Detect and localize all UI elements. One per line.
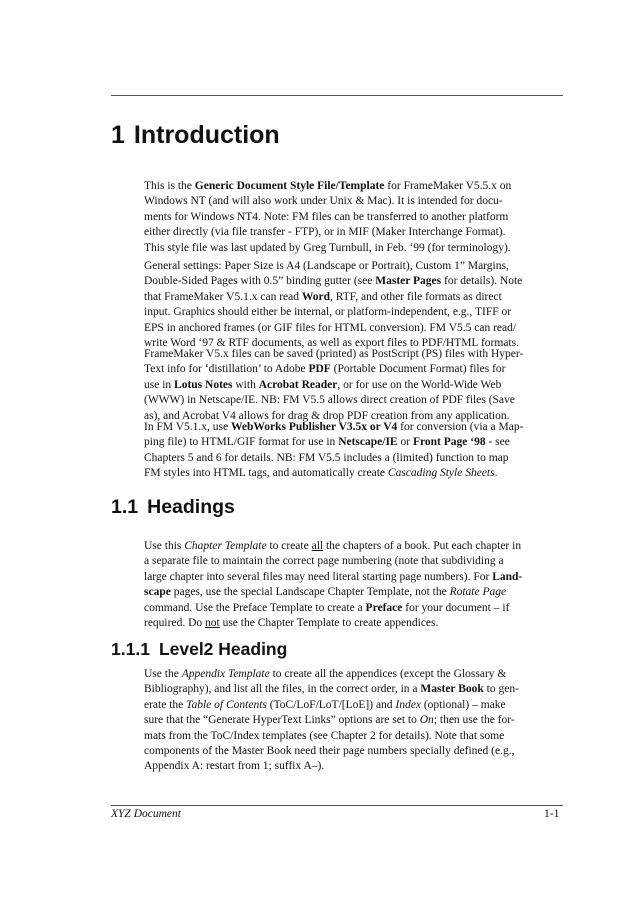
text-run: a separate file to maintain the correct page numbering (note that subdividing a	[144, 555, 504, 568]
text-run: Use this	[144, 540, 185, 552]
text-line	[144, 194, 536, 209]
text-line	[144, 321, 536, 336]
bold-text: ‘98	[470, 436, 486, 449]
footer-page-number: 1-1	[544, 808, 560, 820]
text-run: input. Graphics should either be internal, or platform-independent, e.g., TIFF or	[144, 306, 512, 319]
text-line	[144, 744, 536, 759]
bold-text: PDF	[308, 363, 331, 376]
italic-text: Index	[395, 698, 421, 711]
text-run: Appendix A: restart from 1; suffix A–).	[144, 760, 325, 773]
text-run: Chapters 5 and 6 for details. NB: FM V5.5 includes a (limited) function to map	[144, 451, 509, 464]
text-run: use the Chapter Template to create appendices.	[219, 616, 439, 629]
text-run: ments for Windows NT4. Note: FM files can be transferred to another platform	[144, 210, 509, 223]
body-paragraph	[144, 259, 536, 351]
text-run: (optional) – make	[420, 698, 506, 711]
bold-text: Word	[301, 290, 330, 303]
text-line	[144, 225, 536, 240]
text-run: to create	[266, 540, 312, 552]
text-run: FrameMaker V5.x files can be saved (printed) as PostScript (PS) files with Hyper-	[144, 348, 524, 360]
footer-document-title: XYZ Document	[111, 808, 181, 820]
text-line	[144, 435, 536, 450]
text-run: In FM V5.1.x, use	[144, 421, 232, 433]
text-line	[144, 713, 536, 728]
italic-text: On	[419, 714, 434, 727]
header-rule	[111, 95, 563, 96]
text-line	[144, 210, 536, 225]
text-line	[144, 698, 536, 713]
subsection-title: Level2 Heading	[158, 639, 288, 659]
text-run: use in	[144, 378, 175, 391]
text-line	[144, 554, 536, 569]
text-run: Use the	[144, 668, 182, 680]
text-run: components of the Master Book need their page numbers specially defined (e.g.,	[144, 744, 515, 757]
italic-text: Appendix Template	[181, 668, 270, 680]
text-run: Windows NT (and will also work under Unix & Mac). It is intended for docu-	[144, 195, 503, 208]
text-run: pages, use the special Landscape Chapter Template, not the	[170, 586, 450, 599]
text-line	[144, 378, 536, 393]
text-run: This is the	[144, 180, 195, 192]
bold-text: Master Pages	[375, 275, 442, 288]
text-line	[144, 347, 536, 362]
italic-text: Chapter Template	[184, 540, 267, 552]
bold-text: Acrobat Reader	[258, 378, 338, 391]
text-run: (ToC/LoF/LoT/[LoE]) and	[266, 698, 396, 711]
body-paragraph	[144, 347, 536, 424]
text-line	[144, 616, 536, 631]
bold-text: Front Page	[412, 436, 468, 449]
text-run: EPS in anchored frames (or GIF files for HTML conversion). FM V5.5 can read/	[144, 321, 517, 334]
chapter-heading	[111, 121, 280, 150]
text-run: - see	[485, 436, 510, 449]
text-run: .	[494, 467, 498, 480]
text-run: write Word ‘97 & RTF documents, as well as export files to PDF/HTML formats.	[144, 336, 519, 349]
chapter-title: Introduction	[133, 121, 280, 149]
text-run: , RTF, and other file formats as direct	[329, 290, 502, 303]
text-run: (Portable Document Format) files for	[330, 363, 506, 376]
text-run: that FrameMaker V5.1.x can read	[144, 290, 302, 303]
text-run: as), and Acrobat V4 allows for drag & drop PDF creation from any application.	[144, 409, 510, 422]
text-run: ; then use the for-	[433, 714, 515, 727]
text-line	[144, 241, 536, 256]
italic-text: Rotate Page	[449, 586, 507, 599]
text-run: (WWW) in Netscape/IE. NB: FM V5.5 allows direct creation of PDF files (Save	[144, 394, 515, 407]
text-line	[144, 601, 536, 616]
text-line	[144, 570, 536, 585]
chapter-number: 1	[111, 121, 125, 149]
underlined-text: not	[205, 616, 220, 629]
text-run: for FrameMaker V5.5.x on	[384, 180, 512, 192]
text-run: to create all the appendices (except the Glossary &	[269, 668, 507, 680]
text-line	[144, 393, 536, 408]
subsection-heading	[111, 639, 287, 660]
bold-text: Master Book	[420, 683, 484, 696]
bold-text: Generic Document Style File/Template	[194, 180, 385, 192]
text-run: for details). Note	[441, 275, 523, 288]
underlined-text: all	[311, 540, 324, 552]
body-paragraph	[144, 667, 536, 775]
text-line	[144, 290, 536, 305]
text-run: sure that the “Generate HyperText Links” options are set to	[144, 714, 420, 727]
italic-text: Table of Contents	[186, 698, 267, 711]
text-line	[144, 585, 536, 600]
body-paragraph	[144, 179, 536, 256]
bold-text: scape	[144, 586, 171, 599]
text-run: mats from the ToC/Index templates (see Chapter 2 for details). Note that some	[144, 729, 505, 742]
text-run: erate the	[144, 698, 187, 711]
text-line	[144, 274, 536, 289]
body-paragraph	[144, 420, 536, 482]
text-run: Bibliography), and list all the files, in the correct order, in a	[144, 683, 421, 696]
text-line	[144, 539, 536, 554]
bold-text: Netscape/IE	[338, 436, 398, 449]
section-heading	[111, 496, 235, 519]
text-run: large chapter into several files may need literal starting page numbers). For	[144, 570, 493, 583]
text-line	[144, 305, 536, 320]
text-line	[144, 682, 536, 697]
text-line	[144, 759, 536, 774]
body-paragraph	[144, 539, 536, 631]
text-run: or	[397, 436, 413, 449]
text-run: either directly (via file transfer - FTP), or in MIF (Maker Interchange Format).	[144, 226, 506, 239]
text-run: with	[232, 378, 259, 391]
italic-text: Cascading Style Sheets	[387, 467, 495, 480]
text-line	[144, 179, 536, 194]
footer-rule	[111, 805, 563, 806]
text-run: for your document – if	[402, 601, 510, 614]
text-run: required. Do	[144, 616, 205, 629]
text-run: Double-Sided Pages with 0.5” binding gutter (see	[144, 275, 376, 288]
text-line	[144, 259, 536, 274]
text-run: to gen-	[483, 683, 519, 696]
text-run: command. Use the Preface Template to create a	[144, 601, 366, 614]
bold-text: Preface	[365, 601, 403, 614]
text-line	[144, 729, 536, 744]
text-line	[144, 466, 536, 481]
text-run: ping file) to HTML/GIF format for use in	[144, 436, 339, 449]
text-line	[144, 420, 536, 435]
text-line	[144, 362, 536, 377]
bold-text: WebWorks Publisher V3.5x or V4	[231, 421, 398, 433]
section-title: Headings	[147, 496, 235, 518]
text-run: , or for use on the World-Wide Web	[337, 378, 502, 391]
text-run: for conversion (via a Map-	[397, 421, 524, 433]
text-run: General settings: Paper Size is A4 (Landscape or Portrait), Custom 1” Margins,	[144, 260, 509, 272]
text-line	[144, 451, 536, 466]
subsection-number: 1.1.1	[111, 639, 150, 659]
text-run: the chapters of a book. Put each chapter in	[323, 540, 522, 552]
text-line	[144, 667, 536, 682]
bold-text: Land-	[492, 570, 523, 583]
text-run: This style file was last updated by Greg Turnbull, in Feb. ‘99 (for terminology).	[144, 241, 511, 254]
text-run: Text info for ‘distillation’ to Adobe	[144, 363, 309, 376]
section-number: 1.1	[111, 496, 139, 518]
text-run: FM styles into HTML tags, and automatically create	[144, 467, 388, 480]
bold-text: Lotus Notes	[174, 378, 233, 391]
